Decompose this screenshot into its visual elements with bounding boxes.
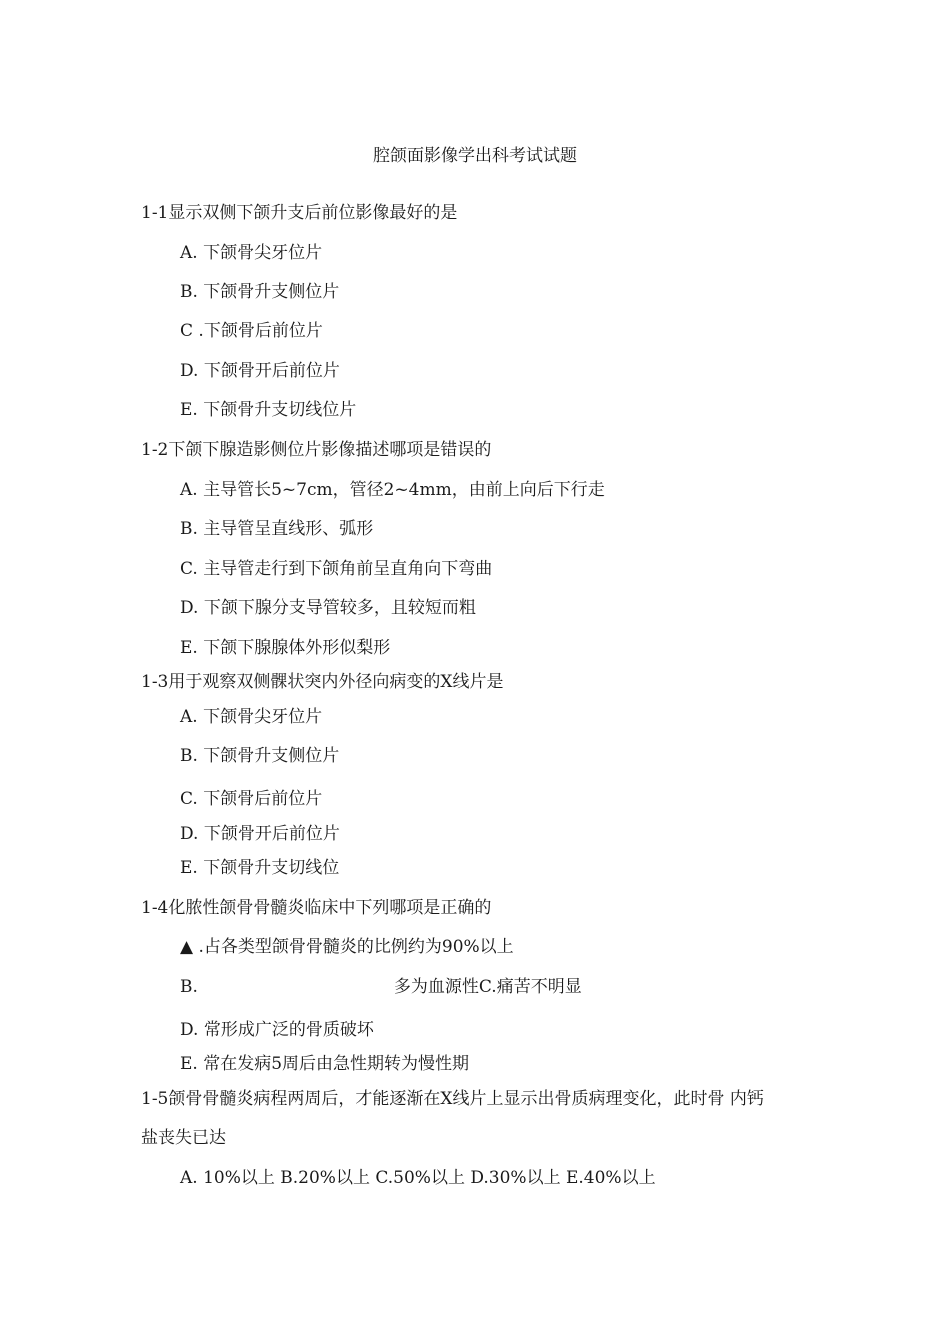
question-1-2-stem: 1-2下颌下腺造影侧位片影像描述哪项是错误的 [141,440,492,460]
question-1-3-option-c: C. 下颌骨后前位片 [180,789,323,809]
question-1-2-option-c: C. 主导管走行到下颌角前呈直角向下弯曲 [180,559,493,579]
question-1-3-stem: 1-3用于观察双侧髁状突内外径向病变的X线片是 [141,672,504,692]
question-1-2-option-a: A. 主导管长5~7cm，管径2~4mm，由前上向后下行走 [180,480,605,500]
question-1-4-stem: 1-4化脓性颌骨骨髓炎临床中下列哪项是正确的 [141,898,492,918]
question-1-3-option-b: B. 下颌骨升支侧位片 [180,746,340,766]
question-1-4-option-b-line [180,976,582,998]
question-1-3-option-e: E. 下颌骨升支切线位 [180,858,340,878]
question-1-2-option-b: B. 主导管呈直线形、弧形 [180,519,374,539]
page-title: 腔颌面影像学出科考试试题 [373,146,577,166]
question-1-2-option-e: E. 下颌下腺腺体外形似梨形 [180,638,391,658]
question-1-4-option-b-c-text: 多为血源性C.痛苦不明显 [393,977,582,997]
question-1-4-option-d: D. 常形成广泛的骨质破坏 [180,1020,374,1040]
question-1-1-option-e: E. 下颌骨升支切线位片 [180,400,357,420]
question-1-5-stem-line1: 1-5颌骨骨髓炎病程两周后，才能逐渐在X线片上显示出骨质病理变化，此时骨 内钙 [141,1089,764,1109]
question-1-4-option-e: E. 常在发病5周后由急性期转为慢性期 [180,1054,470,1074]
question-1-1-stem: 1-1显示双侧下颌升支后前位影像最好的是 [141,203,458,223]
question-1-4-option-a: ▲ .占各类型颌骨骨髓炎的比例约为90%以上 [180,937,514,957]
question-1-2-option-d: D. 下颌下腺分支导管较多，且较短而粗 [180,598,476,618]
question-1-3-option-a: A. 下颌骨尖牙位片 [180,707,323,727]
question-1-1-option-b: B. 下颌骨升支侧位片 [180,282,340,302]
question-1-4-option-b-label: B. [180,977,198,997]
question-1-5-options: A. 10%以上 B.20%以上 C.50%以上 D.30%以上 E.40%以上 [180,1168,656,1188]
question-1-3-option-d: D. 下颌骨开后前位片 [180,824,340,844]
question-1-5-stem-line2: 盐丧失已达 [141,1128,226,1148]
question-1-1-option-a: A. 下颌骨尖牙位片 [180,243,323,263]
question-1-1-option-d: D. 下颌骨开后前位片 [180,361,340,381]
question-1-1-option-c: C .下颌骨后前位片 [180,321,323,341]
